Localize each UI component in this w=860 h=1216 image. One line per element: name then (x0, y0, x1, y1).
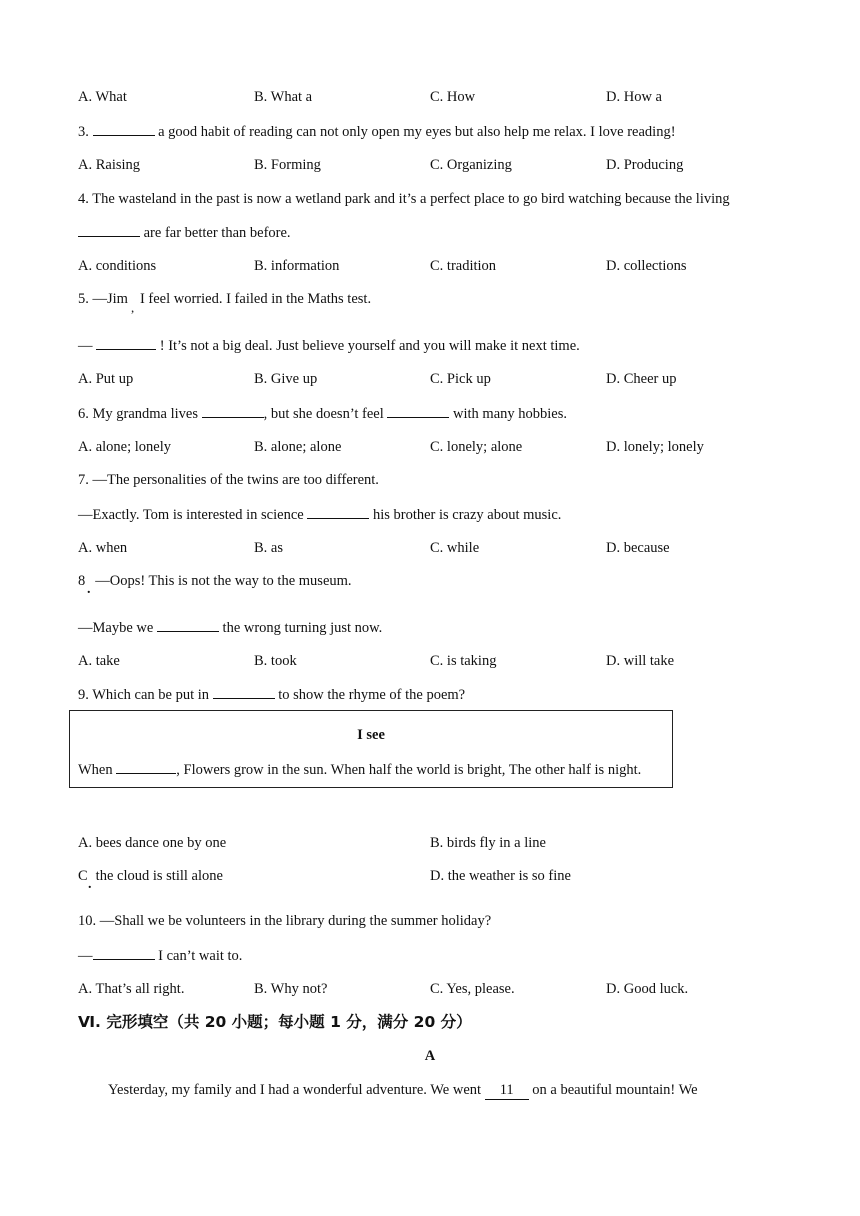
q8-text-2: the wrong turning just now. (222, 620, 383, 636)
q5-blank (96, 336, 156, 350)
q8-stem-line1 (78, 572, 352, 590)
passage-label: A (424, 1048, 436, 1064)
q3-option-d[interactable]: D. Producing (606, 157, 684, 173)
poem-text-1: When (78, 762, 113, 778)
q9-text-2: to show the rhyme of the poem? (278, 687, 466, 703)
q9-stem (78, 685, 465, 704)
q10-option-b[interactable]: B. Why not? (254, 981, 328, 997)
q3-stem (78, 122, 676, 141)
q10-dash: — (78, 948, 93, 964)
poem-title: I see (357, 727, 385, 743)
q6-stem (78, 404, 567, 423)
q8-stem-line2 (78, 618, 382, 637)
q3-option-c[interactable]: C. Organizing (430, 157, 512, 173)
q5-speaker: 5. —Jim (78, 291, 128, 307)
q6-option-c[interactable]: C. lonely; alone (430, 439, 523, 455)
q4-option-c[interactable]: C. tradition (430, 258, 497, 274)
q10-blank (93, 946, 155, 960)
q7-text-2: his brother is crazy about music. (372, 507, 562, 523)
q9-option-a[interactable]: A. bees dance one by one (78, 835, 227, 851)
passage-text-1: Yesterday, my family and I had a wonderful adventure. We went (108, 1082, 482, 1098)
q5-stem-line1 (78, 290, 371, 308)
q7-text-1: —Exactly. Tom is interested in science (78, 507, 304, 523)
q9-option-c[interactable] (78, 867, 223, 885)
q4-stem-text: are far better than before. (143, 225, 291, 241)
q6-text-1: 6. My grandma lives (78, 406, 199, 422)
q5-line2-text: ! It’s not a big deal. Just believe yourself and you will make it next time. (159, 338, 580, 354)
q9-option-c-dot: . (88, 877, 92, 892)
poem-text-2: , Flowers grow in the sun. When half the world is bright, The other half is night. (176, 762, 642, 778)
q5-option-b[interactable]: B. Give up (254, 371, 318, 387)
q9-option-c-letter: C (78, 868, 88, 884)
q8-option-a[interactable]: A. take (78, 653, 120, 669)
q6-blank-1 (202, 404, 264, 418)
q4-option-d[interactable]: D. collections (606, 258, 687, 274)
q8-option-b[interactable]: B. took (254, 653, 297, 669)
q8-dot: . (87, 582, 91, 597)
q4-blank (78, 223, 140, 237)
q6-text-2: , but she doesn’t feel (263, 406, 384, 422)
q4-stem-line2 (78, 223, 291, 242)
q10-option-a[interactable]: A. That’s all right. (78, 981, 185, 997)
q6-option-a[interactable]: A. alone; lonely (78, 439, 172, 455)
q9-option-c-text: the cloud is still alone (95, 868, 223, 884)
q5-option-a[interactable]: A. Put up (78, 371, 134, 387)
q7-option-a[interactable]: A. when (78, 540, 128, 556)
q5-option-d[interactable]: D. Cheer up (606, 371, 677, 387)
q7-stem-line2 (78, 505, 561, 524)
poem-box (69, 710, 673, 788)
q5-dash: — (78, 338, 93, 354)
poem-body (78, 760, 641, 779)
q10-stem-line1: 10. —Shall we be volunteers in the library during the summer holiday? (78, 913, 492, 929)
q6-option-b[interactable]: B. alone; alone (254, 439, 342, 455)
q10-option-c[interactable]: C. Yes, please. (430, 981, 515, 997)
q8-option-d[interactable]: D. will take (606, 653, 675, 669)
q5-stem-line2 (78, 336, 580, 355)
q8-text-1: —Maybe we (78, 620, 154, 636)
q9-blank (213, 685, 275, 699)
q7-stem-line1: 7. —The personalities of the twins are too different. (78, 472, 379, 488)
q8-line1-text: —Oops! This is not the way to the museum. (95, 573, 352, 589)
q4-stem-line1: 4. The wasteland in the past is now a wetland park and it’s a perfect place to go bird watching because the living (78, 191, 730, 207)
q5-line1-text: I feel worried. I failed in the Maths test. (139, 291, 372, 307)
q3-option-a[interactable]: A. Raising (78, 157, 141, 173)
q3-blank (93, 122, 155, 136)
q4-option-b[interactable]: B. information (254, 258, 340, 274)
q4-option-a[interactable]: A. conditions (78, 258, 157, 274)
q7-option-d[interactable]: D. because (606, 540, 670, 556)
q10-stem-line2 (78, 946, 242, 965)
q9-option-d[interactable]: D. the weather is so fine (430, 868, 571, 884)
q7-option-c[interactable]: C. while (430, 540, 480, 556)
passage-first-line (108, 1081, 698, 1100)
q7-blank (307, 505, 369, 519)
q2-option-a[interactable]: A. What (78, 89, 127, 105)
q6-text-3: with many hobbies. (453, 406, 568, 422)
q9-text-1: 9. Which can be put in (78, 687, 210, 703)
poem-blank (116, 760, 176, 774)
section-heading: Ⅵ. 完形填空（共 20 小题；每小题 1 分，满分 20 分） (78, 1013, 472, 1031)
q2-option-c[interactable]: C. How (430, 89, 476, 105)
q9-option-b[interactable]: B. birds fly in a line (430, 835, 546, 851)
q6-option-d[interactable]: D. lonely; lonely (606, 439, 704, 455)
q7-option-b[interactable]: B. as (254, 540, 283, 556)
q8-number: 8 (78, 573, 86, 589)
q10-text: I can’t wait to. (158, 948, 243, 964)
q8-blank (157, 618, 219, 632)
q2-option-b[interactable]: B. What a (254, 89, 313, 105)
q5-option-c[interactable]: C. Pick up (430, 371, 491, 387)
q2-option-d[interactable]: D. How a (606, 89, 662, 105)
q5-comma: , (131, 300, 135, 315)
q10-option-d[interactable]: D. Good luck. (606, 981, 689, 997)
passage-blank-11: 11 (485, 1081, 529, 1100)
q8-option-c[interactable]: C. is taking (430, 653, 497, 669)
passage-text-2: on a beautiful mountain! We (532, 1082, 698, 1098)
q3-stem-text: a good habit of reading can not only open my eyes but also help me relax. I love reading! (158, 124, 676, 140)
q3-option-b[interactable]: B. Forming (254, 157, 321, 173)
q3-number: 3. (78, 124, 89, 140)
q6-blank-2 (387, 404, 449, 418)
